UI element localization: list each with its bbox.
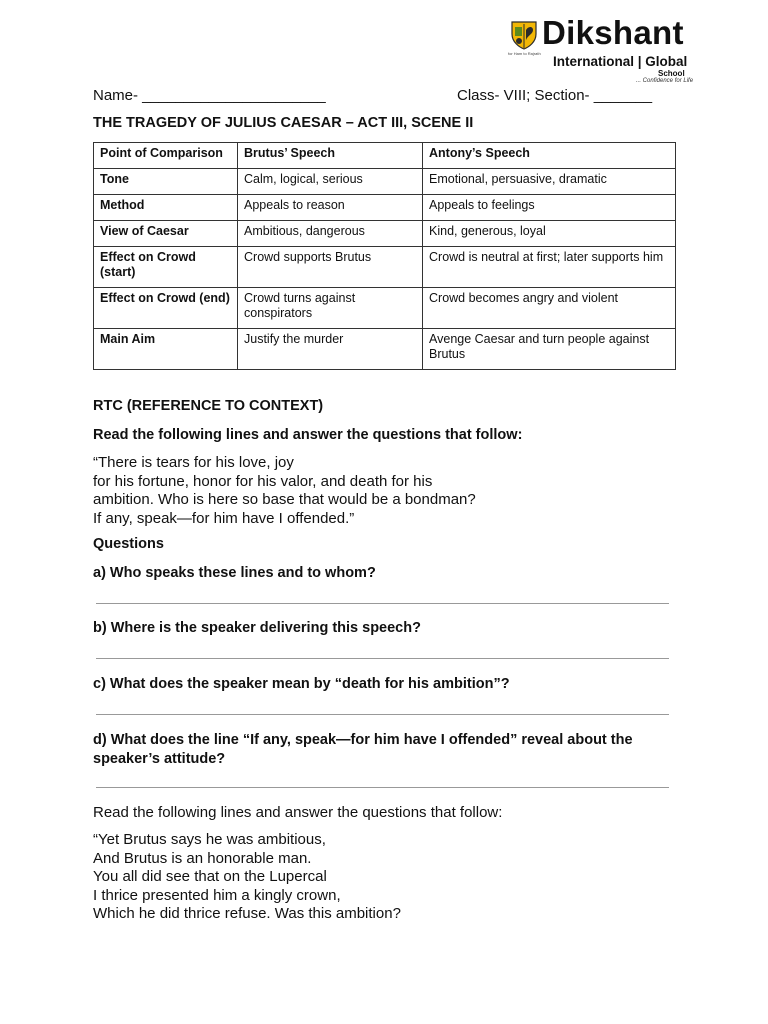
table-cell: Justify the murder xyxy=(238,329,423,370)
class-section-label: Class- VIII; Section- _______ xyxy=(457,87,653,104)
quote-block-1 xyxy=(93,454,476,528)
logo-motto: ... Confidence for Life xyxy=(636,78,694,84)
logo-name: Dikshant xyxy=(542,14,684,51)
table-row-label: Effect on Crowd (end) xyxy=(94,288,238,329)
quote-line: for his fortune, honor for his valor, and death for his xyxy=(93,472,433,490)
table-cell: Ambitious, dangerous xyxy=(238,221,423,247)
table-cell: Avenge Caesar and turn people against Brutus xyxy=(423,329,676,370)
table-row-label: Method xyxy=(94,195,238,221)
table-row-label: View of Caesar xyxy=(94,221,238,247)
table-row xyxy=(94,247,676,288)
table-row xyxy=(94,288,676,329)
quote-line: You all did see that on the Lupercal xyxy=(93,868,327,885)
comparison-table xyxy=(93,142,676,370)
table-header-cell: Point of Comparison xyxy=(94,143,238,169)
quote-line: “There is tears for his love, joy xyxy=(93,454,294,471)
table-cell: Calm, logical, serious xyxy=(238,169,423,195)
logo-school: School xyxy=(658,69,685,78)
quote-line: ambition. Who is here so base that would be a bondman? xyxy=(93,491,476,508)
table-row-label: Tone xyxy=(94,169,238,195)
table-header-row xyxy=(94,143,676,169)
table-header-cell: Brutus’ Speech xyxy=(238,143,423,169)
table-cell: Crowd is neutral at first; later supports him xyxy=(423,247,676,288)
quote-line: And Brutus is an honorable man. xyxy=(93,849,312,867)
shield-emblem-icon xyxy=(510,20,538,50)
table-row xyxy=(94,329,676,370)
table-cell: Appeals to reason xyxy=(238,195,423,221)
table-header-cell: Antony’s Speech xyxy=(423,143,676,169)
table-cell: Emotional, persuasive, dramatic xyxy=(423,169,676,195)
rtc-heading: RTC (REFERENCE TO CONTEXT) xyxy=(93,398,324,414)
question-d: d) What does the line “If any, speak—for him have I offended” reveal about the speaker’s attitude? xyxy=(93,732,633,767)
answer-line-c[interactable] xyxy=(96,714,669,715)
table-row-label: Effect on Crowd (start) xyxy=(94,247,238,288)
school-logo xyxy=(508,14,712,88)
quote-line: I thrice presented him a kingly crown, xyxy=(93,886,341,904)
quote-line: “Yet Brutus says he was ambitious, xyxy=(93,831,326,848)
answer-line-a[interactable] xyxy=(96,603,669,604)
table-cell: Kind, generous, loyal xyxy=(423,221,676,247)
table-cell: Appeals to feelings xyxy=(423,195,676,221)
logo-subtitle: International | Global xyxy=(553,54,688,69)
quote-line: If any, speak—for him have I offended.” xyxy=(93,509,355,527)
questions-heading: Questions xyxy=(93,536,164,552)
name-field-label: Name- ______________________ xyxy=(93,87,326,104)
table-cell: Crowd turns against conspirators xyxy=(238,288,423,329)
table-row xyxy=(94,195,676,221)
table-row xyxy=(94,221,676,247)
answer-line-b[interactable] xyxy=(96,658,669,659)
table-row xyxy=(94,169,676,195)
table-cell: Crowd supports Brutus xyxy=(238,247,423,288)
table-cell: Crowd becomes angry and violent xyxy=(423,288,676,329)
page-title: THE TRAGEDY OF JULIUS CAESAR – ACT III, SCENE II xyxy=(93,115,474,131)
question-b: b) Where is the speaker delivering this speech? xyxy=(93,620,421,636)
rtc-instruction: Read the following lines and answer the questions that follow: xyxy=(93,427,523,443)
quote-line: Which he did thrice refuse. Was this ambition? xyxy=(93,905,401,922)
rtc-instruction-2: Read the following lines and answer the questions that follow: xyxy=(93,804,503,821)
question-a: a) Who speaks these lines and to whom? xyxy=(93,565,376,581)
question-c: c) What does the speaker mean by “death for his ambition”? xyxy=(93,676,510,692)
logo-tagline: for Ham to Rajrath xyxy=(508,51,541,56)
quote-block-2 xyxy=(93,831,401,924)
table-row-label: Main Aim xyxy=(94,329,238,370)
answer-line-d[interactable] xyxy=(96,787,669,788)
